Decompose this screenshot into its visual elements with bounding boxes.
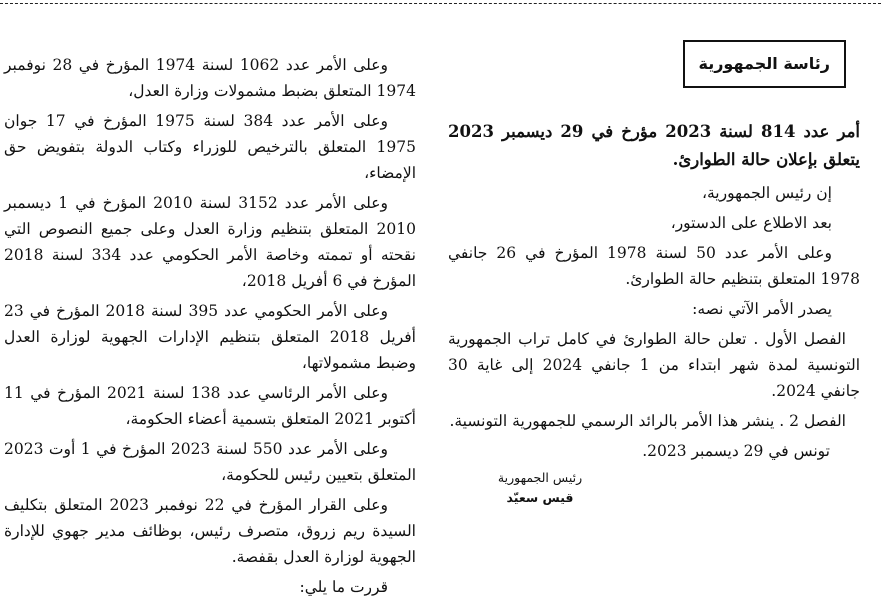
signer-name: قيس سعيّد — [506, 490, 574, 505]
left-preamble-4: وعلى الأمر الحكومي عدد 395 لسنة 2018 المؤرخ في 23 أفريل 2018 المتعلق بتنظيم الإدارات الجهوية لوزارة العدل وضبط مشمولاتها، — [4, 302, 416, 372]
preamble-order-1978: وعلى الأمر عدد 50 لسنة 1978 المؤرخ في 26 جانفي 1978 المتعلق بتنظيم حالة الطوارئ. — [448, 244, 860, 288]
order-title: أمر عدد 814 لسنة 2023 مؤرخ في 29 ديسمبر 2023 يتعلق بإعلان حالة الطوارئ. — [448, 122, 861, 169]
signature-date: تونس في 29 ديسمبر 2023. — [642, 442, 830, 460]
left-preamble-6: وعلى الأمر عدد 550 لسنة 2023 المؤرخ في 1 أوت 2023 المتعلق بتعيين رئيس للحكومة، — [4, 440, 416, 484]
left-decision-clause: قررت ما يلي: — [299, 578, 388, 596]
section-header-title: رئاسة الجمهورية — [698, 54, 830, 73]
preamble-constitution: بعد الاطلاع على الدستور، — [670, 214, 832, 232]
left-preamble-1: وعلى الأمر عدد 1062 لسنة 1974 المؤرخ في 28 نوفمبر 1974 المتعلق بضبط مشمولات وزارة العدل، — [4, 56, 416, 100]
left-preamble-3: وعلى الأمر عدد 3152 لسنة 2010 المؤرخ في 1 ديسمبر 2010 المتعلق بتنظيم وزارة العدل وعلى جميع النصوص التي نقحته أو تممته وخاصة الأمر الحكومي عدد 334 لسنة 2018 المؤرخ في 6 أفريل 2018، — [4, 194, 416, 290]
left-preamble-7: وعلى القرار المؤرخ في 22 نوفمبر 2023 المتعلق بتكليف السيدة ريم زروق، متصرف رئيس، بوظائف مدير جهوي للإدارة الجهوية لوزارة العدل بقفصة. — [4, 496, 416, 566]
article-2: الفصل 2 . ينشر هذا الأمر بالرائد الرسمي للجمهورية التونسية. — [449, 412, 846, 430]
left-column — [4, 52, 416, 604]
signature-block — [460, 468, 620, 508]
section-header-box — [683, 40, 847, 88]
enacting-clause: يصدر الأمر الآتي نصه: — [692, 300, 832, 318]
signer-title: رئيس الجمهورية — [497, 470, 583, 485]
right-column — [448, 40, 860, 508]
top-dashed-rule — [0, 3, 881, 4]
left-preamble-2: وعلى الأمر عدد 384 لسنة 1975 المؤرخ في 17 جوان 1975 المتعلق بالترخيص للوزراء وكتاب الدولة بتفويض حق الإمضاء، — [4, 112, 416, 182]
preamble-president: إن رئيس الجمهورية، — [701, 184, 832, 202]
article-1: الفصل الأول . تعلن حالة الطوارئ في كامل تراب الجمهورية التونسية لمدة شهر ابتداء من 1 جانفي 2024 إلى غاية 30 جانفي 2024. — [448, 330, 861, 400]
left-preamble-5: وعلى الأمر الرئاسي عدد 138 لسنة 2021 المؤرخ في 11 أكتوبر 2021 المتعلق بتسمية أعضاء الحكومة، — [4, 384, 416, 428]
